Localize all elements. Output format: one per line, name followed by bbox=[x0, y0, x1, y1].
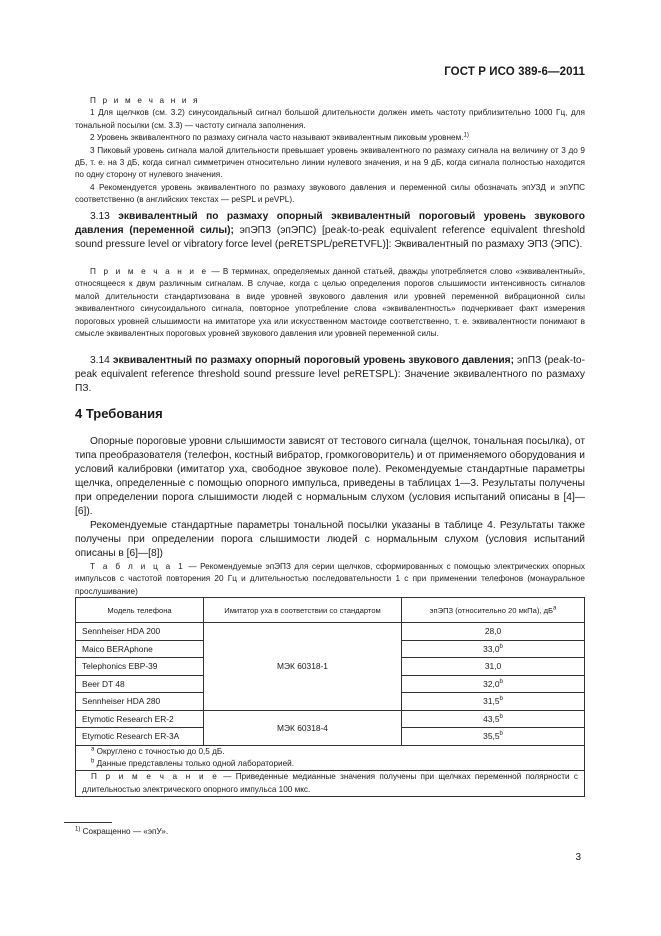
value-cell: 31,0 bbox=[402, 658, 585, 676]
footnote-a: $^a$ Округлено с точностью до 0,5 дБ. bbox=[91, 745, 225, 756]
term-3-13 bbox=[75, 210, 585, 252]
value-cell: 43,5$^b$ bbox=[402, 710, 585, 728]
page-footnote: $^{1)}$ Сокращенно — «эпУ». bbox=[75, 826, 169, 836]
header-value: эпЭПЗ (относительно 20 мкПа), $дБ^a$ bbox=[402, 598, 585, 623]
caption-label: Т а б л и ц а 1 bbox=[90, 562, 185, 571]
model-cell: Beer DT 48 bbox=[76, 675, 204, 693]
term-definition: эпЭПЗ (эпЭПС) [peak-to-peak equivalent reference equivalent threshold sound pressure level or vibratory force level (peRETSPL/peRETVFL)]: Эквивалентный по размаху ЭПЗ (ЭПС). bbox=[75, 225, 585, 250]
footnote-b: $^b$ Данные представлены только одной лабораторией. bbox=[91, 758, 294, 768]
simulator-cell: МЭК 60318-4 bbox=[204, 710, 402, 745]
standard-header: ГОСТ Р ИСО 389-6—2011 bbox=[444, 66, 585, 78]
note-3: 3 Пиковый уровень сигнала малой длительности превышает уровень эквивалентного по размаху сигнала на величину от 3 до 9 дБ, т. е. на 3 дБ, когда сигнал симметричен относительно линии нулевого значения, и на 9 дБ, когда сигнала полностью находится по одну сторону от нулевого значения. bbox=[75, 145, 585, 180]
model-cell: Maico BERAphone bbox=[76, 640, 204, 658]
paragraph-1: Опорные пороговые уровни слышимости зависят от тестового сигнала (щелчок, тональная посылка), от типа преобразователя (телефон, костный вибратор, громкоговоритель) и от применяемого оборудования и условий калибровки (имитатор уха, свободное звуковое поле). Рекомендуемые стандартные параметры щелчка, определенные с помощью опорного импульса, приведены в таблицах 1—3. Результаты получены при определении порога слышимости людей с нормальным слухом (условия испытаний описаны в [4]—[6]). bbox=[75, 436, 585, 517]
value-cell: 28,0 bbox=[402, 623, 585, 641]
term-number: 3.14 bbox=[90, 355, 110, 366]
footnote-divider bbox=[64, 822, 112, 823]
term-title: эквивалентный по размаху опорный эквивалентный пороговый уровень звукового давления (переменной силы); bbox=[75, 211, 585, 236]
section-title: 4 Требования bbox=[75, 406, 163, 421]
model-cell: Sennheiser HDA 280 bbox=[76, 693, 204, 711]
body-text bbox=[75, 435, 585, 561]
page-number: 3 bbox=[575, 852, 581, 863]
header-model: Модель телефона bbox=[76, 598, 204, 623]
table-row bbox=[76, 623, 585, 641]
value-cell: 32,0$^b$ bbox=[402, 675, 585, 693]
header-simulator: Имитатор уха в соответствии со стандартом bbox=[204, 598, 402, 623]
note-4: 4 Рекомендуется уровень эквивалентного по размаху звукового давления и переменной силы обозначать эпУЗД и эпУПС соответственно (в английских текстах — peSPL и peVPL). bbox=[75, 182, 585, 205]
table-row bbox=[76, 710, 585, 728]
notes-block bbox=[75, 95, 585, 207]
value-cell: 31,5$^b$ bbox=[402, 693, 585, 711]
term-3-13-note bbox=[75, 266, 585, 340]
table-note-row bbox=[76, 771, 585, 797]
caption-text: — Рекомендуемые эпЭПЗ для серии щелчков, сформированных с помощью электрических опорных импульсов с частотой повторения 20 Гц и длительностью последовательности 1 с при применении телефонов (монауральное прослушивание) bbox=[75, 562, 585, 596]
term-definition: эпПЗ (peak-to-peak equivalent reference threshold sound pressure level peRETSPL): Значение эквивалентного по размаху ПЗ. bbox=[75, 355, 585, 394]
note-text: — В терминах, определяемых данной статьей, дважды употребляется слово «эквивалентный», относящееся к двум различным сигналам. В случае, когда с целью определения порогов слышимости интенсивность сигналов малой длительности стандартизована в виде уровней звукового давления или уровней переменной вибрационной силы эквивалентного синусоидального сигнала, повторное употребление слова «эквивалентность» подчеркивает факт измерения пороговых уровней слышимости на имитаторе уха или искусственном мастоиде соответственно, т. е. эквивалентности понимают в смысле эквивалентных пороговых уровней звукового давления или уровней переменной силы. bbox=[75, 267, 586, 339]
note-1: 1 Для щелчков (см. 3.2) синусоидальный сигнал большой длительности должен иметь частоту приблизительно 1000 Гц, для тональной посылки (см. 3.3) — частоту сигнала заполнения. bbox=[75, 108, 585, 130]
footnote-ref: 1) bbox=[463, 132, 469, 139]
data-table bbox=[75, 597, 585, 797]
table-footnotes bbox=[76, 745, 585, 771]
value-cell: 35,5$^b$ bbox=[402, 728, 585, 746]
note-2: 2 Уровень эквивалентного по размаху сигнала часто называют эквивалентным пиковым уровнем.$^{1)}$ bbox=[90, 132, 469, 143]
table-caption bbox=[75, 561, 585, 598]
term-3-14 bbox=[75, 354, 585, 396]
notes-heading: П р и м е ч а н и я bbox=[90, 96, 200, 105]
table-header-row bbox=[76, 598, 585, 623]
model-cell: Sennheiser HDA 200 bbox=[76, 623, 204, 641]
note-label: П р и м е ч а н и е bbox=[90, 267, 209, 276]
term-title: эквивалентный по размаху опорный пороговый уровень звукового давления; bbox=[112, 355, 515, 366]
value-cell: 33,0$^b$ bbox=[402, 640, 585, 658]
model-cell: Etymotic Research ER-3A bbox=[76, 728, 204, 746]
model-cell: Telephonics EBP-39 bbox=[76, 658, 204, 676]
model-cell: Etymotic Research ER-2 bbox=[76, 710, 204, 728]
table-footnotes-row bbox=[76, 745, 585, 771]
simulator-cell: МЭК 60318-1 bbox=[204, 623, 402, 711]
table-note: П р и м е ч а н и е — Приведенные медианные значения получены при щелчках переменной полярности с длительностью электрического опорного импульса 100 мкс. bbox=[76, 771, 585, 797]
term-number: 3.13 bbox=[90, 211, 110, 222]
paragraph-2: Рекомендуемые стандартные параметры тональной посылки указаны в таблице 4. Результаты также получены при определении порога слышимости людей с нормальным слухом (условия испытаний описаны в [6]—[8]) bbox=[75, 520, 585, 559]
